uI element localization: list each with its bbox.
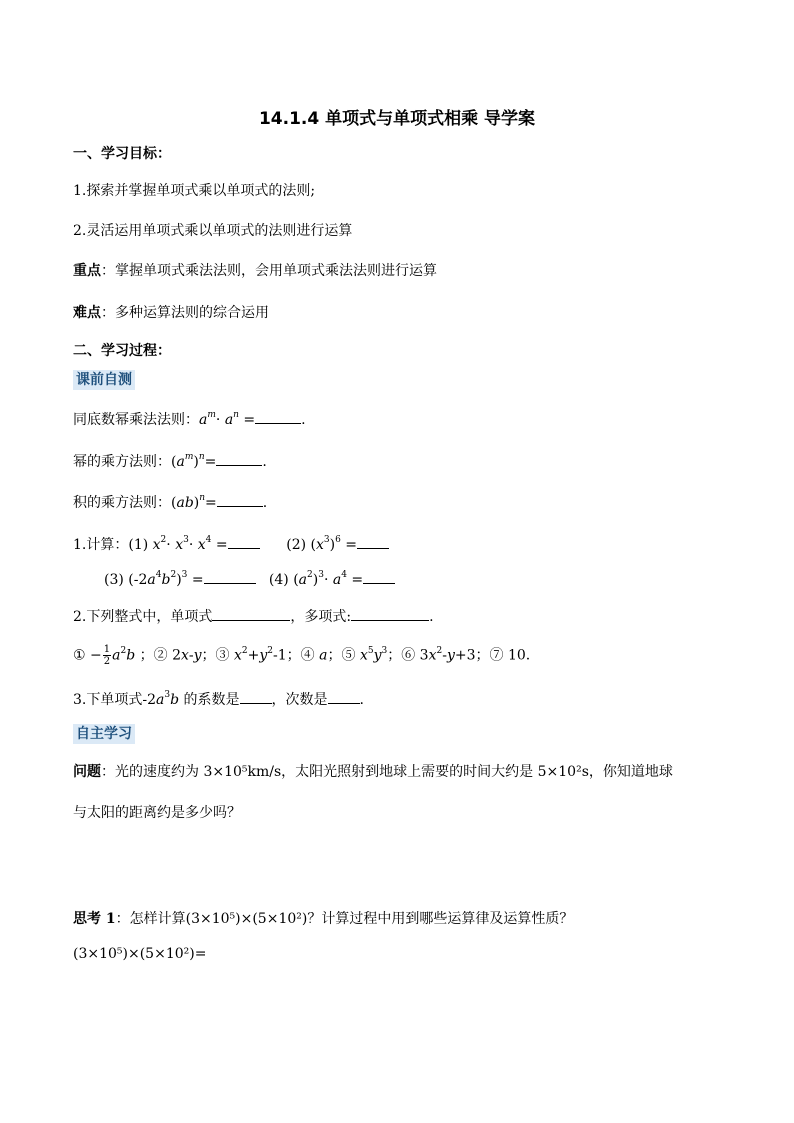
question-3-coef: 的系数是 [183, 692, 240, 708]
goal-item-2: 2.灵活运用单项式乘以单项式的法则进行运算 [73, 223, 353, 239]
rule-power-of-power: 幂的乘方法则：$(a^m)^n=$ . [73, 452, 267, 470]
section-heading-process: 二、学习过程： [73, 343, 171, 359]
question-1-row-2: (3) $(-2a^4b^2)^3$ = (4) $(a^2)^3\cdot a^4$ = [104, 569, 395, 590]
rule-power-of-product: 积的乘方法则：(ab)$^n$= . [73, 493, 268, 511]
section-heading-goals: 一、学习目标： [73, 146, 171, 162]
rule-power-of-power-label: 幂的乘方法则： [73, 454, 171, 470]
calculation-line: (3×10⁵)×(5×10²)= [73, 946, 207, 962]
fraction-one-half: $\frac{1}{2}$ [103, 644, 111, 667]
key-point-label: 重点 [73, 263, 101, 279]
rule-same-base: 同底数幂乘法法则：$a^m\cdot a^n$ = . [73, 410, 306, 428]
question-1-label: 1.计算： [73, 537, 129, 553]
think-text: ：怎样计算(3×10⁵)×(5×10²)？计算过程中用到哪些运算律及运算性质？ [115, 911, 574, 927]
think-label: 思考 1 [73, 911, 116, 927]
question-2: 2.下列整式中，单项式 ，多项式: . [73, 606, 434, 627]
self-study-tag-row [73, 724, 135, 744]
problem-text-1: ：光的速度约为 3×10⁵km/s，太阳光照射到地球上需要的时间大约是 5×10²s，你知道地球 [101, 764, 673, 780]
question-3-degree: ，次数是 [271, 692, 328, 708]
key-point [73, 261, 437, 281]
self-study-tag: 自主学习 [73, 724, 135, 744]
question-1-row-1: 1.计算：(1) $x^2\cdot x^3\cdot x^4$ = (2) $(x^3)^6$ = [73, 534, 389, 555]
difficulty-text: ：多种运算法则的综合运用 [101, 305, 269, 321]
think-1 [73, 909, 573, 929]
pre-test-tag: 课前自测 [73, 370, 135, 390]
pre-test-tag-row [73, 370, 135, 390]
question-2-mid: ，多项式: [290, 609, 352, 625]
problem-line-2: 与太阳的距离约是多少吗？ [73, 805, 241, 821]
rule-same-base-label: 同底数幂乘法法则： [73, 412, 199, 428]
question-2-options: ① − $\frac{1}{2}$ $a^2b$ ；② 2x-y；③ $x^2+y^2-1$；④ a；⑤ $x^5y^3$；⑥ $3x^2-y+3$；⑦ 10. [73, 644, 531, 667]
page-title: 14.1.4 单项式与单项式相乘 导学案 [258, 109, 536, 129]
rule-power-of-product-label: 积的乘方法则： [73, 495, 171, 511]
problem-line-1 [73, 762, 673, 782]
question-2-text: 2.下列整式中，单项式 [73, 609, 213, 625]
key-point-text: ：掌握单项式乘法法则，会用单项式乘法法则进行运算 [101, 263, 437, 279]
problem-label: 问题 [73, 764, 101, 780]
difficulty-label: 难点 [73, 305, 101, 321]
question-3: 3.下单项式$-2a^3b$ 的系数是 ，次数是 . [73, 690, 364, 708]
goal-item-1: 1.探索并掌握单项式乘以单项式的法则; [73, 183, 316, 199]
question-3-text: 3.下单项式 [73, 692, 143, 708]
difficulty-point [73, 303, 269, 323]
